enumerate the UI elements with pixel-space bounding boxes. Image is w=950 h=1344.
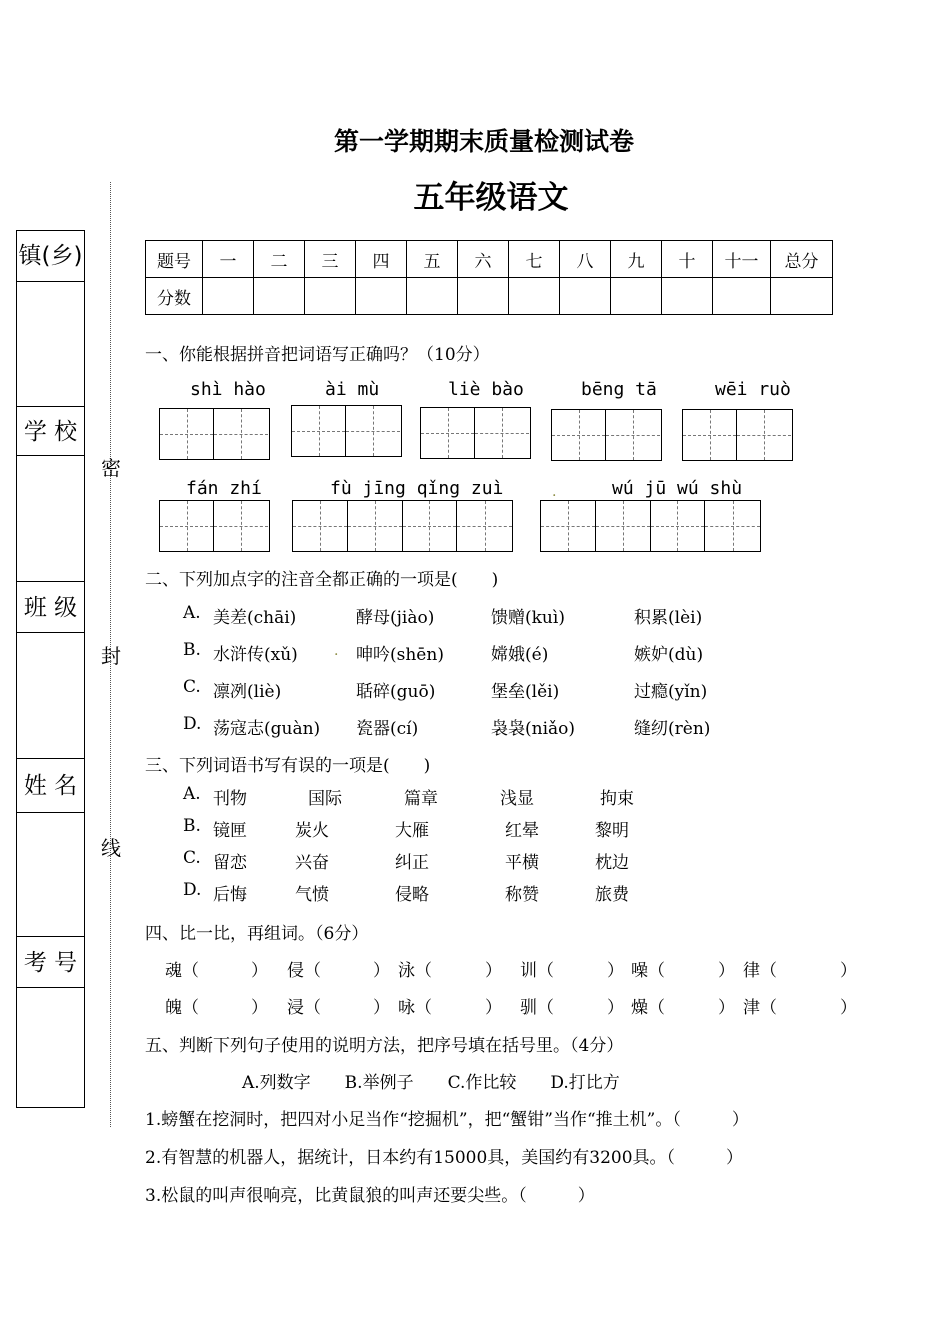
score-input-cell[interactable] xyxy=(458,278,509,315)
q3-word: 红晕 xyxy=(505,821,539,841)
q5-item: 2.有智慧的机器人，据统计，日本约有15000具，美国约有3200具。（ ） xyxy=(145,1148,744,1168)
score-header-cell: 总分 xyxy=(771,241,833,278)
score-input-cell[interactable] xyxy=(305,278,356,315)
score-header-cell: 三 xyxy=(305,241,356,278)
q2-word: 凛冽(liè) xyxy=(213,682,282,702)
q4-paren: ） xyxy=(373,961,390,981)
pinyin-label: liè bào xyxy=(448,379,524,400)
score-header-cell: 九 xyxy=(611,241,662,278)
q3-word: 兴奋 xyxy=(295,853,329,873)
q3-option-letter: A. xyxy=(183,784,201,804)
q3-word: 拘束 xyxy=(600,789,634,809)
pinyin-label: shì hào xyxy=(190,379,266,400)
info-class: 班 级 xyxy=(17,581,84,633)
writing-grid[interactable] xyxy=(540,500,761,552)
q2-word: 馈赠(kuì) xyxy=(491,608,565,628)
q4-paren: ） xyxy=(718,998,735,1018)
q4-char: 泳（ xyxy=(398,961,432,981)
q3-word: 称赞 xyxy=(505,885,539,905)
q4-paren: ） xyxy=(485,961,502,981)
writing-grid[interactable] xyxy=(292,500,513,552)
q2-word: 堡垒(lěi) xyxy=(491,682,560,702)
q2-word: 嫉妒(dù) xyxy=(634,645,704,665)
q2-option-letter: B. xyxy=(183,640,201,660)
score-table xyxy=(145,240,833,315)
q5-item: 3.松鼠的叫声很响亮，比黄鼠狼的叫声还要尖些。（ ） xyxy=(145,1186,595,1206)
score-header-cell: 七 xyxy=(509,241,560,278)
seal-char-xian: 线 xyxy=(101,836,121,860)
exam-title: 第一学期期末质量检测试卷 xyxy=(333,127,634,156)
exam-subtitle: 五年级语文 xyxy=(413,180,569,216)
info-school: 学 校 xyxy=(17,406,84,456)
q2-word: 嫦娥(é) xyxy=(491,645,549,665)
q3-word: 气愤 xyxy=(295,885,329,905)
q4-char: 咏（ xyxy=(398,998,432,1018)
seal-char-feng: 封 xyxy=(101,644,121,668)
q2-word: 缝纫(rèn) xyxy=(634,719,711,739)
q4-char: 噪（ xyxy=(631,961,665,981)
q2-word: 过瘾(yǐn) xyxy=(634,682,708,702)
q2-word: 瓷器(cí) xyxy=(356,719,419,739)
q3-word: 留恋 xyxy=(213,853,247,873)
score-header-cell: 五 xyxy=(407,241,458,278)
score-input-cell[interactable] xyxy=(407,278,458,315)
q3-word: 黎明 xyxy=(595,821,629,841)
q3-option-letter: B. xyxy=(183,816,201,836)
q5-heading: 五、判断下列句子使用的说明方法，把序号填在括号里。（4分） xyxy=(145,1036,624,1056)
q4-char: 津（ xyxy=(743,998,777,1018)
writing-grid[interactable] xyxy=(291,405,402,457)
score-header-cell: 四 xyxy=(356,241,407,278)
score-header-cell: 八 xyxy=(560,241,611,278)
score-row-label: 分数 xyxy=(146,278,203,315)
score-header-cell: 十 xyxy=(662,241,713,278)
q4-char: 魄（ xyxy=(165,998,199,1018)
q3-word: 国际 xyxy=(308,789,342,809)
pinyin-label: bēng tā xyxy=(581,379,657,400)
score-input-cell[interactable] xyxy=(611,278,662,315)
q2-option-letter: A. xyxy=(183,603,201,623)
score-table-header-row xyxy=(146,241,833,278)
q4-paren: ） xyxy=(718,961,735,981)
q2-word: 呻吟(shēn) xyxy=(356,645,444,665)
pinyin-label: ài mù xyxy=(325,379,380,400)
pinyin-label: wú jū wú shù xyxy=(612,478,743,499)
writing-grid[interactable] xyxy=(159,500,270,552)
score-input-cell[interactable] xyxy=(254,278,305,315)
pinyin-label: fù jīng qǐng zuì xyxy=(330,478,504,499)
q3-heading: 三、下列词语书写有误的一项是( ) xyxy=(145,756,431,776)
q3-option-letter: C. xyxy=(183,848,201,868)
q4-char: 燥（ xyxy=(631,998,665,1018)
info-name: 姓 名 xyxy=(17,758,84,813)
q3-option-letter: D. xyxy=(183,880,202,900)
q2-option-letter: C. xyxy=(183,677,201,697)
q2-heading: 二、下列加点字的注音全都正确的一项是( ) xyxy=(145,570,499,590)
q4-char: 侵（ xyxy=(287,961,321,981)
q4-heading: 四、比一比，再组词。（6分） xyxy=(145,924,369,944)
q3-word: 平横 xyxy=(505,853,539,873)
q3-word: 枕边 xyxy=(595,853,629,873)
q2-word: 袅袅(niǎo) xyxy=(491,719,576,739)
pinyin-label: wēi ruò xyxy=(715,379,791,400)
q3-word: 大雁 xyxy=(395,821,429,841)
q5-item: 1.螃蟹在挖洞时，把四对小足当作“挖掘机”，把“蟹钳”当作“推土机”。（ ） xyxy=(145,1110,749,1130)
score-input-cell[interactable] xyxy=(560,278,611,315)
q2-option-letter: D. xyxy=(183,714,202,734)
score-input-cell[interactable] xyxy=(713,278,771,315)
q2-word: 美差(chāi) xyxy=(213,608,297,628)
q3-word: 镜匣 xyxy=(213,821,247,841)
score-header-cell: 题号 xyxy=(146,241,203,278)
q3-word: 篇章 xyxy=(404,789,438,809)
score-header-cell: 十一 xyxy=(713,241,771,278)
writing-grid[interactable] xyxy=(159,408,270,460)
score-input-cell[interactable] xyxy=(771,278,833,315)
score-input-cell[interactable] xyxy=(356,278,407,315)
q3-word: 纠正 xyxy=(395,853,429,873)
q4-paren: ） xyxy=(607,998,624,1018)
q2-word: 酵母(jiào) xyxy=(356,608,435,628)
q4-paren: ） xyxy=(840,998,857,1018)
q3-word: 旅费 xyxy=(595,885,629,905)
q4-char: 魂（ xyxy=(165,961,199,981)
info-township: 镇(乡) xyxy=(17,231,84,282)
score-header-cell: 二 xyxy=(254,241,305,278)
q4-paren: ） xyxy=(251,998,268,1018)
q4-paren: ） xyxy=(840,961,857,981)
q2-word: 水浒传(xǔ) xyxy=(213,645,298,665)
writing-grid[interactable] xyxy=(420,407,531,459)
q3-word: 刊物 xyxy=(213,789,247,809)
q4-paren: ） xyxy=(251,961,268,981)
q4-paren: ） xyxy=(373,998,390,1018)
q3-word: 浅显 xyxy=(500,789,534,809)
q3-word: 侵略 xyxy=(395,885,429,905)
score-table-score-row xyxy=(146,278,833,315)
info-exam-number: 考 号 xyxy=(17,936,84,988)
q5-options: A.列数字 B.举例子 C.作比较 D.打比方 xyxy=(242,1073,620,1093)
student-info-column xyxy=(16,230,85,1108)
q4-paren: ） xyxy=(607,961,624,981)
score-input-cell[interactable] xyxy=(203,278,254,315)
score-header-cell: 一 xyxy=(203,241,254,278)
pinyin-label: fán zhí xyxy=(186,478,262,499)
q4-char: 律（ xyxy=(743,961,777,981)
writing-grid[interactable] xyxy=(551,409,662,461)
q4-char: 驯（ xyxy=(520,998,554,1018)
q4-char: 浸（ xyxy=(287,998,321,1018)
q2-word: 积累(lèi) xyxy=(634,608,703,628)
q2-word: 荡寇志(guàn) xyxy=(213,719,321,739)
q4-paren: ） xyxy=(485,998,502,1018)
q3-word: 炭火 xyxy=(295,821,329,841)
score-input-cell[interactable] xyxy=(509,278,560,315)
seal-char-mi: 密 xyxy=(101,456,121,480)
q2-word: 聒碎(guō) xyxy=(356,682,436,702)
score-input-cell[interactable] xyxy=(662,278,713,315)
q4-char: 训（ xyxy=(520,961,554,981)
q1-heading: 一、你能根据拼音把词语写正确吗？（10分） xyxy=(145,345,490,365)
writing-grid[interactable] xyxy=(682,409,793,461)
score-header-cell: 六 xyxy=(458,241,509,278)
q3-word: 后悔 xyxy=(213,885,247,905)
